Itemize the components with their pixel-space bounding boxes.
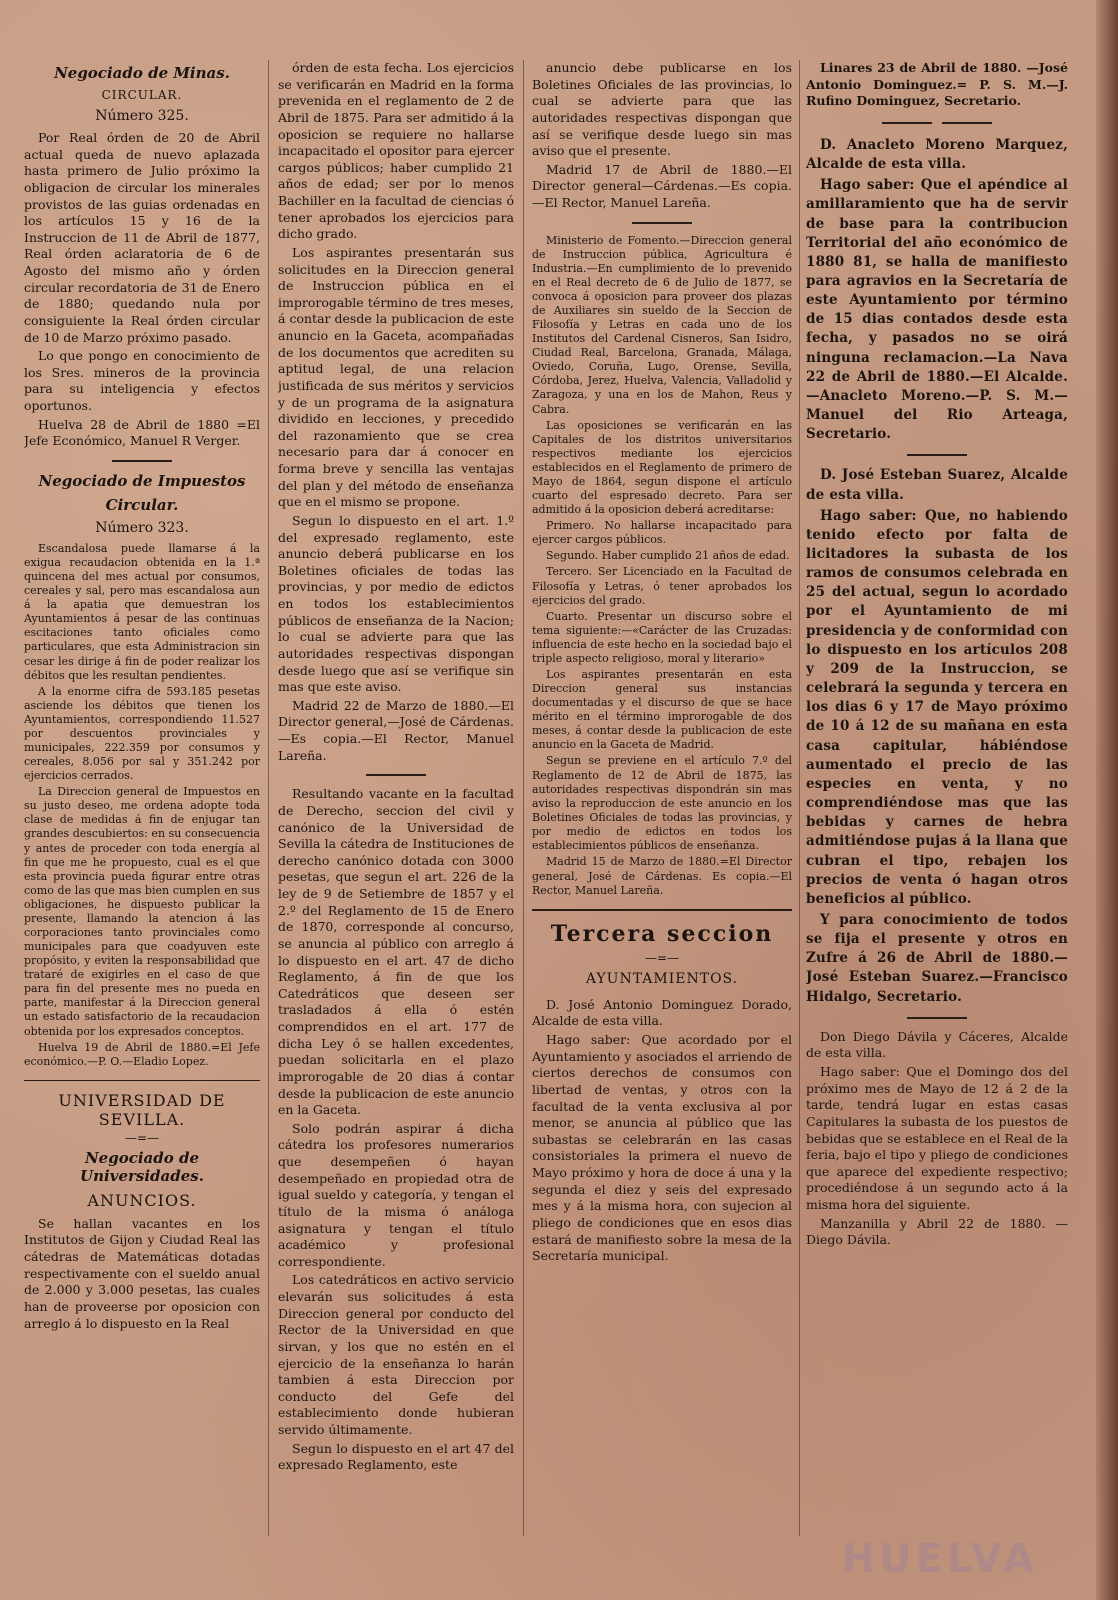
paragraph: Los catedráticos en activo servicio elevarán sus solicitudes á esta Direccion general por conducto del Rector de la Universidad en que sirvan, y los que no estén en el ejercicio de la enseñanza lo harán tambien á esta Direccion por conducto del Gefe del establecimiento donde hubieran servido últimamente. bbox=[278, 1272, 514, 1437]
paragraph: anuncio debe publicarse en los Boletines Oficiales de las provincias, lo cual se advierte para que las autoridades respectivas dispongan que así se verifique desde luego sin mas aviso que el presente. bbox=[532, 60, 792, 159]
section-heading-universidades: Negociado de Universidades. bbox=[80, 1148, 204, 1185]
paragraph: Por Real órden de 20 de Abril actual queda de nuevo aplazada hasta primero de Julio próximo la obligacion de circular los minerales provistos de las guias ordenadas en los artículos 15 y 16 de la Instruccion de 11 de Abril de 1877, Real órden aclaratoria de 6 de Agosto del mismo año y órden circular recordatoria de 31 de Enero de 1880; quedando nula por consiguiente la Real órden circular de 10 de Marzo próximo pasado. bbox=[24, 130, 260, 345]
circular-number: Número 325. bbox=[95, 108, 189, 124]
paragraph: Hago saber: Que el Domingo dos del próximo mes de Mayo de 12 á 2 de la tarde, tendrá lugar en estas casas Capitulares la subasta de los puestos de bebidas que se establece en el Real de la feria, bajo el tipo y pliego de condiciones que aparece del expediente respectivo; procediéndose á un segundo acto á la misma hora del siguiente. bbox=[806, 1064, 1068, 1212]
paragraph: Solo podrán aspirar á dicha cátedra los profesores numerarios que desempeñen ó hayan desempeñado en propiedad otra de igual sueldo y categoría, y tengan el título de la misma ó análoga asignatura y tengan el título académico y profesional correspondiente. bbox=[278, 1120, 514, 1269]
column-3 bbox=[532, 60, 792, 1576]
signature: Linares 23 de Abril de 1880. —José Antonio Dominguez.= P. S. M.—J. Rufino Dominguez, Secretario. bbox=[806, 60, 1068, 109]
paragraph: A la enorme cifra de 593.185 pesetas asciende los débitos que tienen los Ayuntamientos, correspondiendo 11.527 por descuentos provinciales y municipales, 222.359 por consumos y cereales, 8.056 por sal y 351.242 por ejercicios cerrados. bbox=[24, 684, 260, 783]
paragraph: Don Diego Dávila y Cáceres, Alcalde de esta villa. bbox=[806, 1028, 1068, 1061]
separator bbox=[632, 222, 692, 224]
column-4 bbox=[806, 60, 1068, 1576]
paragraph: Los aspirantes presentarán sus solicitudes en la Direccion general de Instruccion pública en el improrogable término de tres meses, á contar desde la publicacion de este anuncio en la Gaceta, acompañadas de los documentos que acrediten su aptitud legal, de una relacion justificada de sus méritos y servicios y de un programa de la asignatura dividido en lecciones, y precedido del razonamiento que se crea necesario para dar á conocer en forma breve y sencilla las ventajas del plan y del método de enseñanza que en el mismo se propone. bbox=[278, 244, 514, 510]
signature: Huelva 28 de Abril de 1880 =El Jefe Económico, Manuel R Verger. bbox=[24, 416, 260, 449]
paragraph: D. José Antonio Dominguez Dorado, Alcalde de esta villa. bbox=[532, 996, 792, 1029]
paragraph: Hago saber: Que el apéndice al amillaramiento que ha de servir de base para la contribucion Territorial del año económico de 1880 81, se halla de manifiesto para agravios en la Secretaría de este Ayuntamiento por término de 15 dias contados desde esta fecha, y pasados no se oirá ninguna reclamacion.—La Nava 22 de Abril de 1880.—El Alcalde.—Anacleto Moreno.—P. S. M.—Manuel del Rio Arteaga, Secretario. bbox=[806, 177, 1068, 443]
signature: Manzanilla y Abril 22 de 1880. —Diego Dávila. bbox=[806, 1215, 1068, 1248]
paragraph: D. Anacleto Moreno Marquez, Alcalde de esta villa. bbox=[806, 136, 1068, 173]
section-heading-impuestos: Negociado de Impuestos bbox=[38, 471, 246, 490]
ayuntamientos-heading: AYUNTAMIENTOS. bbox=[585, 970, 739, 987]
paragraph: Primero. No hallarse incapacitado para ejercer cargos públicos. bbox=[532, 519, 792, 547]
column-2 bbox=[278, 60, 514, 1576]
paragraph: Segun lo dispuesto en el art 47 del expresado Reglamento, este bbox=[278, 1440, 514, 1473]
paragraph: Las oposiciones se verificarán en las Capitales de los distritos universitarios respectivos mediante los ejercicios establecidos en el Reglamento de primero de Mayo de 1864, segun dispone el artículo cuarto del espresado decreto. Para ser admitido á la oposicion deberá acreditarse: bbox=[532, 418, 792, 517]
signature: Huelva 19 de Abril de 1880.=El Jefe económico.—P. O.—Eladio Lopez. bbox=[24, 1040, 260, 1069]
watermark: HUELVA bbox=[841, 1536, 1038, 1582]
paragraph: Escandalosa puede llamarse á la exigua recaudacion obtenida en la 1.ª quincena del mes actual por consumos, cereales y sal, pero mas escandalosa aun á la apatia que demuestran los Ayuntamientos á pesar de las continuas escitaciones tanto oficiales como particulares, que esta Administracion sin cesar les dirige á fin de poder realizar los débitos que les resultan pendientes. bbox=[24, 541, 260, 682]
paragraph: D. José Esteban Suarez, Alcalde de esta villa. bbox=[806, 467, 1068, 503]
separator bbox=[907, 454, 967, 456]
signature: Madrid 15 de Marzo de 1880.=El Director general, José de Cárdenas. Es copia.—El Rector, Manuel Lareña. bbox=[532, 854, 792, 898]
paragraph: Tercero. Ser Licenciado en la Facultad de Filosofía y Letras, ó tener aprobados los ejercicios del grado. bbox=[532, 565, 792, 607]
section-heading-tercera: Tercera seccion bbox=[532, 909, 792, 947]
circular-label: Circular. bbox=[105, 495, 179, 514]
paragraph: Segundo. Haber cumplido 21 años de edad. bbox=[546, 549, 790, 563]
column-rule bbox=[268, 60, 269, 1536]
circular-label: CIRCULAR. bbox=[101, 88, 183, 102]
section-heading-minas: Negociado de Minas. bbox=[54, 64, 230, 82]
paragraph: Segun se previene en el artículo 7.º del Reglamento de 12 de Abril de 1875, las autoridades respectivas dispondrán sin mas aviso la reproduccion de este anuncio en los Boletines Oficiales de todas las provincias, y por medio de edictos en todos los establecimientos públicos de enseñanza. bbox=[532, 754, 792, 852]
circular-number: Número 323. bbox=[95, 519, 189, 536]
paragraph: Cuarto. Presentar un discurso sobre el tema siguiente:—«Carácter de las Cruzadas: influencia de este hecho en la sociedad bajo el triple aspecto religioso, moral y literario» bbox=[532, 609, 792, 665]
paragraph: Hago saber: Que, no habiendo tenido efecto por falta de licitadores la subasta de los ramos de consumos celebrada en 25 del actual, segun lo acordado por el Ayuntamiento de mi presidencia y de conformidad con lo dispuesto en los artículos 208 y 209 de la Instruccion, se celebrará la segunda y tercera en los dias 6 y 17 de Mayo próximo de 10 á 12 de su mañana en esta casa capitular, hábiéndose aumentado el precio de las especies en venta, y no comprendiéndose mas que las bebidas y carnes de hebra admitiéndose pujas á la llana que cubran el tipo, rebajen los precios de venta ó hagan otros beneficios al público. bbox=[806, 507, 1068, 907]
university-heading: UNIVERSIDAD DE SEVILLA. bbox=[24, 1080, 260, 1129]
paragraph: Hago saber: Que acordado por el Ayuntamiento y asociados el arriendo de ciertos derechos de consumos con libertad de ventas, y otros con la facultad de la venta exclusiva al por menor, se anuncia al público que las subastas se celebrarán en las casas consistoriales la primera el nuevo de Mayo próximo y hora de doce á una y la segunda el diez y seis del expresado mes y á la misma hora, con sujecion al pliego de condiciones que en esos dias estará de manifiesto sobre la mesa de la Secretaría municipal. bbox=[532, 1032, 792, 1264]
signature: Madrid 17 de Abril de 1880.—El Director general—Cárdenas.—Es copia.—El Rector, Manuel Lareña. bbox=[532, 161, 792, 210]
paragraph: La Direccion general de Impuestos en su justo deseo, me ordena adopte toda clase de medidas á fin de enjugar tan grandes descubiertos: en su consecuencia y antes de proceder con toda energía al fin que me he propuesto, cual es el que esta provincia pueda figurar entre otras como de las que mas bien cumplen en sus obligaciones, he dispuesto publicar la presente, llamando la atencion á las corporaciones tanto provinciales como municipales para que coadyuven este propósito, y eviten la responsabilidad que trataré de exigirles en el caso de que para fin del presente mes no pueda en parte, manifestar á la Direccion general un estado satisfactorio de la recaudacion obtenida por los expresados conceptos. bbox=[24, 785, 260, 1038]
paragraph: Se hallan vacantes en los Institutos de Gijon y Ciudad Real las cátedras de Matemáticas dotadas respectivamente con el sueldo anual de 2.000 y 3.000 pesetas, las cuales han de proveerse por oposicion con arreglo á lo dispuesto en la Real bbox=[24, 1215, 260, 1331]
dash-ornament: —=— bbox=[644, 950, 680, 965]
paragraph: órden de esta fecha. Los ejercicios se verificarán en Madrid en la forma prevenida en el reglamento de 2 de Abril de 1875. Para ser admitido á la oposicion se requiere no hallarse incapacitado el opositor para ejercer cargos públicos; haber cumplido 21 años de edad; ser por lo menos Bachiller en la facultad de ciencias ó tener aprobados los ejercicios para dicho grado. bbox=[278, 60, 514, 242]
column-rule bbox=[523, 60, 524, 1536]
paragraph: Ministerio de Fomento.—Direccion general de Instruccion pública, Agricultura é Industria.—En cumplimiento de lo prevenido en el Real decreto de 6 de Julio de 1877, se convoca á oposicion para proveer dos plazas de Auxiliares sin sueldo de la Seccion de Filosofía y Letras en cada uno de los Institutos del Cardenal Cisneros, San Isidro, Ciudad Real, Barcelona, Granada, Málaga, Oviedo, Coruña, Lugo, Orense, Sevilla, Córdoba, Jerez, Huelva, Valencia, Valladolid y Zaragoza, y una en los de Mahon, Reus y Cabra. bbox=[532, 233, 792, 416]
paragraph: Segun lo dispuesto en el art. 1.º del expresado reglamento, este anuncio deberá publicarse en los Boletines oficiales de todas las provincias, y por medio de edictos en todos los establecimientos públicos de enseñanza de la Nacion; lo cual se advierte para que las autoridades respectivas dispongan desde luego que así se verifique sin mas que este aviso. bbox=[278, 512, 514, 695]
separator bbox=[366, 774, 426, 776]
column-rule bbox=[799, 60, 800, 1536]
paragraph: Los aspirantes presentarán en esta Direccion general sus instancias documentadas y el discurso de que se hace mérito en el término improrogable de dos meses, á contar desde la publicacion de este anuncio en la Gaceta de Madrid. bbox=[532, 667, 792, 752]
signature: Madrid 22 de Marzo de 1880.—El Director general,—José de Cárdenas.—Es copia.—El Rector, Manuel Lareña. bbox=[278, 697, 514, 763]
separator bbox=[112, 460, 172, 462]
newspaper-page bbox=[20, 46, 1090, 1576]
paragraph: Resultando vacante en la facultad de Derecho, seccion del civil y canónico de la Universidad de Sevilla la cátedra de Instituciones de derecho canónico dotada con 3000 pesetas, que segun el art. 226 de la ley de 9 de Setiembre de 1857 y el 2.º del Reglamento de 15 de Enero de 1870, corresponde al concurso, se anuncia al público con arreglo á lo dispuesto en el art. 47 de dicho Reglamento, á fin de que los Catedráticos que deseen ser trasladados á ella ó estén comprendidos en el art. 177 de dicha Ley ó se hallen excedentes, puedan solicitarla en el plazo improrogable de 20 dias á contar desde la publicacion de este anuncio en la Gaceta. bbox=[278, 786, 514, 1118]
separator bbox=[907, 1017, 967, 1019]
paragraph: Lo que pongo en conocimiento de los Sres. mineros de la provincia para su inteligencia y efectos oportunos. bbox=[24, 348, 260, 413]
separator bbox=[806, 122, 1068, 124]
page-edge-shadow bbox=[1096, 0, 1118, 1600]
column-1 bbox=[24, 60, 260, 1576]
paragraph: Y para conocimiento de todos se fija el presente y otros en Zufre á 26 de Abril de 1880.—José Esteban Suarez.—Francisco Hidalgo, Secretario. bbox=[806, 911, 1068, 1005]
dash-ornament: —=— bbox=[124, 1130, 160, 1145]
anuncios-heading: ANUNCIOS. bbox=[87, 1190, 197, 1210]
